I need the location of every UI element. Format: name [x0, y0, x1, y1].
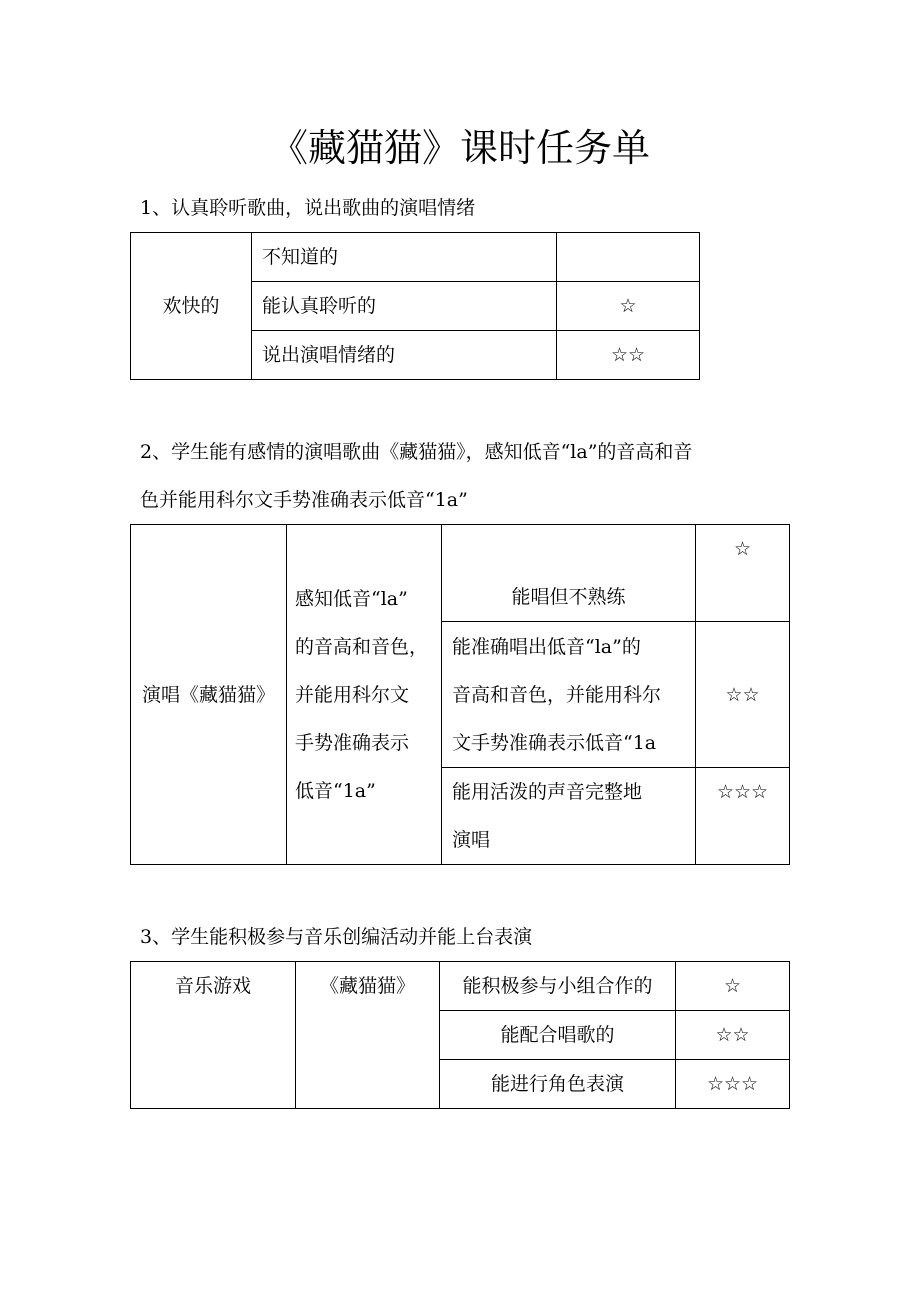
- star-rating: ☆: [723, 975, 742, 997]
- star-rating: ☆☆☆: [706, 1073, 759, 1095]
- criterion-cell: [252, 331, 557, 380]
- criterion-cell: [440, 1060, 676, 1109]
- activity-cell: [131, 962, 296, 1109]
- criterion-cell: [252, 282, 557, 331]
- criterion-line: 音高和音色，并能用科尔: [452, 683, 662, 706]
- activity-name: 演唱《藏猫猫》: [141, 683, 275, 706]
- criterion-cell: [442, 622, 696, 768]
- mood-category: 欢快的: [162, 295, 220, 317]
- star-rating: ☆☆☆: [716, 781, 769, 803]
- rating-cell: [557, 282, 700, 331]
- section-2-table: [130, 524, 790, 865]
- goal-line: 并能用科尔文: [295, 683, 410, 706]
- star-rating: ☆☆: [610, 344, 646, 366]
- activity-name: 音乐游戏: [174, 975, 251, 997]
- goal-cell: [287, 525, 442, 865]
- criterion-text: 能积极参与小组合作的: [462, 975, 653, 997]
- star-rating: ☆☆: [715, 1024, 750, 1046]
- goal-line: 低音“1a”: [295, 779, 376, 802]
- section-2-heading-line-2: 色并能用科尔文手势准确表示低音“1a”: [140, 489, 468, 511]
- section-3-table: [130, 961, 790, 1109]
- rating-cell: [557, 331, 700, 380]
- rating-cell: [696, 525, 790, 622]
- table-row: [131, 525, 790, 622]
- criterion-line: 能用活泼的声音完整地: [452, 781, 643, 803]
- goal-line: 感知低音“la”: [295, 587, 408, 610]
- criterion-line: 文手势准确表示低音“1a: [452, 731, 657, 754]
- criterion-line: 能准确唱出低音“la”的: [452, 635, 641, 658]
- table-row: [131, 962, 790, 1011]
- criterion-text: 不知道的: [262, 246, 339, 268]
- section-1-heading: 1、认真聆听歌曲，说出歌曲的演唱情绪: [140, 197, 476, 219]
- goal-line: 的音高和音色，: [295, 635, 429, 658]
- rating-cell: [676, 1011, 790, 1060]
- criterion-line: 演唱: [452, 829, 491, 851]
- goal-line: 手势准确表示: [295, 731, 410, 754]
- criterion-cell: [442, 525, 696, 622]
- song-name: 《藏猫猫》: [319, 975, 415, 997]
- star-rating: ☆: [733, 538, 752, 560]
- criterion-text: 能进行角色表演: [490, 1073, 624, 1095]
- activity-cell: [131, 525, 287, 865]
- section-1-table: [130, 232, 700, 380]
- criterion-text: 能唱但不熟练: [511, 586, 626, 608]
- section-2-heading-line-1: 2、学生能有感情的演唱歌曲《藏猫猫》，感知低音“la”的音高和音: [140, 441, 693, 463]
- section-3-heading: 3、学生能积极参与音乐创编活动并能上台表演: [140, 926, 533, 948]
- criterion-cell: [252, 233, 557, 282]
- criterion-text: 能配合唱歌的: [500, 1024, 615, 1046]
- table-row: [131, 233, 700, 282]
- criterion-cell: [440, 1011, 676, 1060]
- criterion-cell: [442, 768, 696, 865]
- rating-cell: [676, 962, 790, 1011]
- star-rating: ☆: [619, 295, 637, 317]
- rating-cell: [557, 233, 700, 282]
- criterion-text: 能认真聆听的: [262, 295, 377, 317]
- star-rating: ☆☆: [725, 683, 760, 706]
- rating-cell: [696, 622, 790, 768]
- criterion-cell: [440, 962, 676, 1011]
- criterion-text: 说出演唱情绪的: [262, 344, 396, 366]
- rating-cell: [676, 1060, 790, 1109]
- song-cell: [296, 962, 440, 1109]
- page-title: 《藏猫猫》课时任务单: [269, 126, 650, 170]
- rating-cell: [696, 768, 790, 865]
- mood-category-cell: [131, 233, 252, 380]
